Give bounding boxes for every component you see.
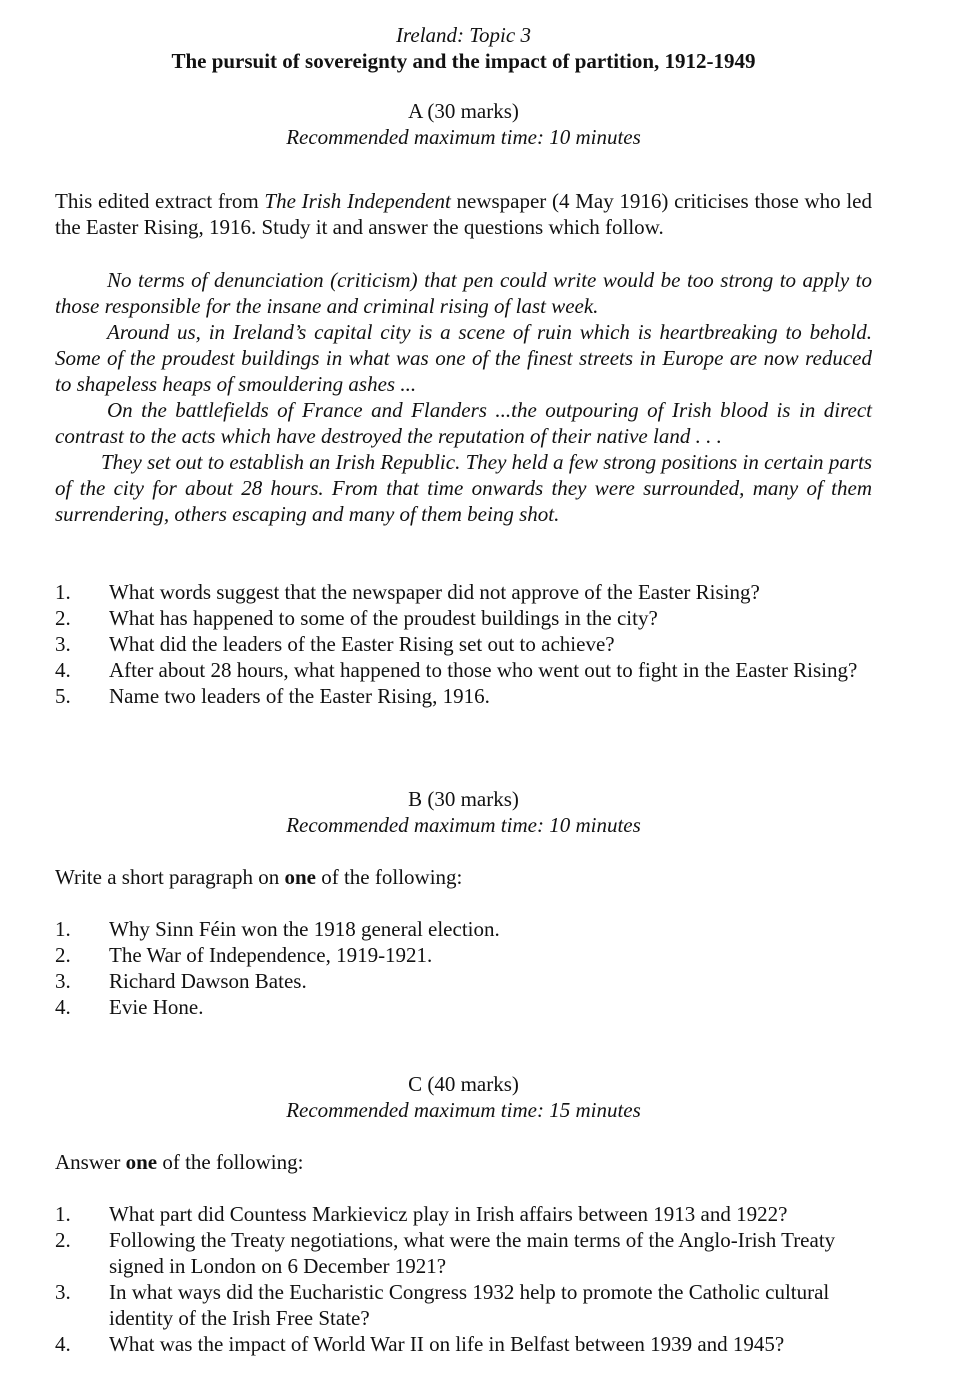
extract-paragraph: On the battlefields of France and Flanders ...the outpouring of Irish blood is in direct contrast to the acts which have destroyed the reputation of their native land . . . — [55, 398, 872, 448]
section-b-heading: B (30 marks) — [408, 787, 519, 811]
section-c — [55, 1071, 872, 1357]
extract-paragraph: Around us, in Ireland’s capital city is a scene of ruin which is heartbreaking to behold. Some of the proudest buildings in what was one of the finest streets in Europe are now reduced to shapeless heaps of smouldering ashes ... — [55, 320, 872, 396]
topic-label: Ireland: Topic 3 — [396, 23, 531, 47]
extract-paragraph: They set out to establish an Irish Republic. They held a few strong positions in certain parts of the city for about 28 hours. From that time onwards they were surrounded, many of them surrendering, others escaping and many of them being shot. — [55, 450, 872, 526]
exam-page — [55, 22, 872, 1357]
section-a-time: Recommended maximum time: 10 minutes — [286, 125, 641, 149]
question-item: 5. Name two leaders of the Easter Rising, 1916. — [55, 684, 490, 708]
extract-paragraph: No terms of denunciation (criticism) that pen could write would be too strong to apply to those responsible for the insane and criminal rising of last week. — [55, 268, 872, 318]
newspaper-extract — [55, 267, 872, 527]
page-title: The pursuit of sovereignty and the impact of partition, 1912-1949 — [171, 49, 756, 73]
section-b-time: Recommended maximum time: 10 minutes — [286, 813, 641, 837]
section-c-time: Recommended maximum time: 15 minutes — [286, 1098, 641, 1122]
question-item: 1. Why Sinn Féin won the 1918 general election. — [55, 917, 500, 941]
section-a-questions — [55, 579, 872, 709]
question-item: 2. What has happened to some of the proudest buildings in the city? — [55, 606, 658, 630]
section-b — [55, 786, 872, 1020]
section-b-instruction: Write a short paragraph on one of the following: — [55, 865, 463, 889]
question-item: 3. Richard Dawson Bates. — [55, 969, 307, 993]
section-c-instruction: Answer one of the following: — [55, 1150, 304, 1174]
question-item: 1. What words suggest that the newspaper did not approve of the Easter Rising? — [55, 580, 760, 604]
section-b-questions — [55, 916, 872, 1020]
question-item: 2. Following the Treaty negotiations, what were the main terms of the Anglo-Irish Treaty signed in London on 6 December 1921? — [55, 1228, 836, 1278]
question-item: 2. The War of Independence, 1919-1921. — [55, 943, 433, 967]
question-item: 4. Evie Hone. — [55, 995, 204, 1019]
section-a-intro: This edited extract from The Irish Independent newspaper (4 May 1916) criticises those who led the Easter Rising, 1916. Study it and answer the questions which follow. — [55, 189, 872, 239]
question-item: 3. In what ways did the Eucharistic Congress 1932 help to promote the Catholic cultural identity of the Irish Free State? — [55, 1280, 830, 1330]
source-title: The Irish Independent — [264, 189, 451, 213]
section-a — [55, 98, 872, 709]
question-item: 1. What part did Countess Markievicz play in Irish affairs between 1913 and 1922? — [55, 1202, 788, 1226]
question-item: 4. What was the impact of World War II on life in Belfast between 1939 and 1945? — [55, 1332, 785, 1356]
section-c-heading: C (40 marks) — [408, 1072, 519, 1096]
section-a-heading: A (30 marks) — [408, 99, 519, 123]
question-item: 3. What did the leaders of the Easter Rising set out to achieve? — [55, 632, 615, 656]
question-item: 4. After about 28 hours, what happened to those who went out to fight in the Easter Rising? — [55, 658, 858, 682]
section-c-questions — [55, 1201, 872, 1357]
